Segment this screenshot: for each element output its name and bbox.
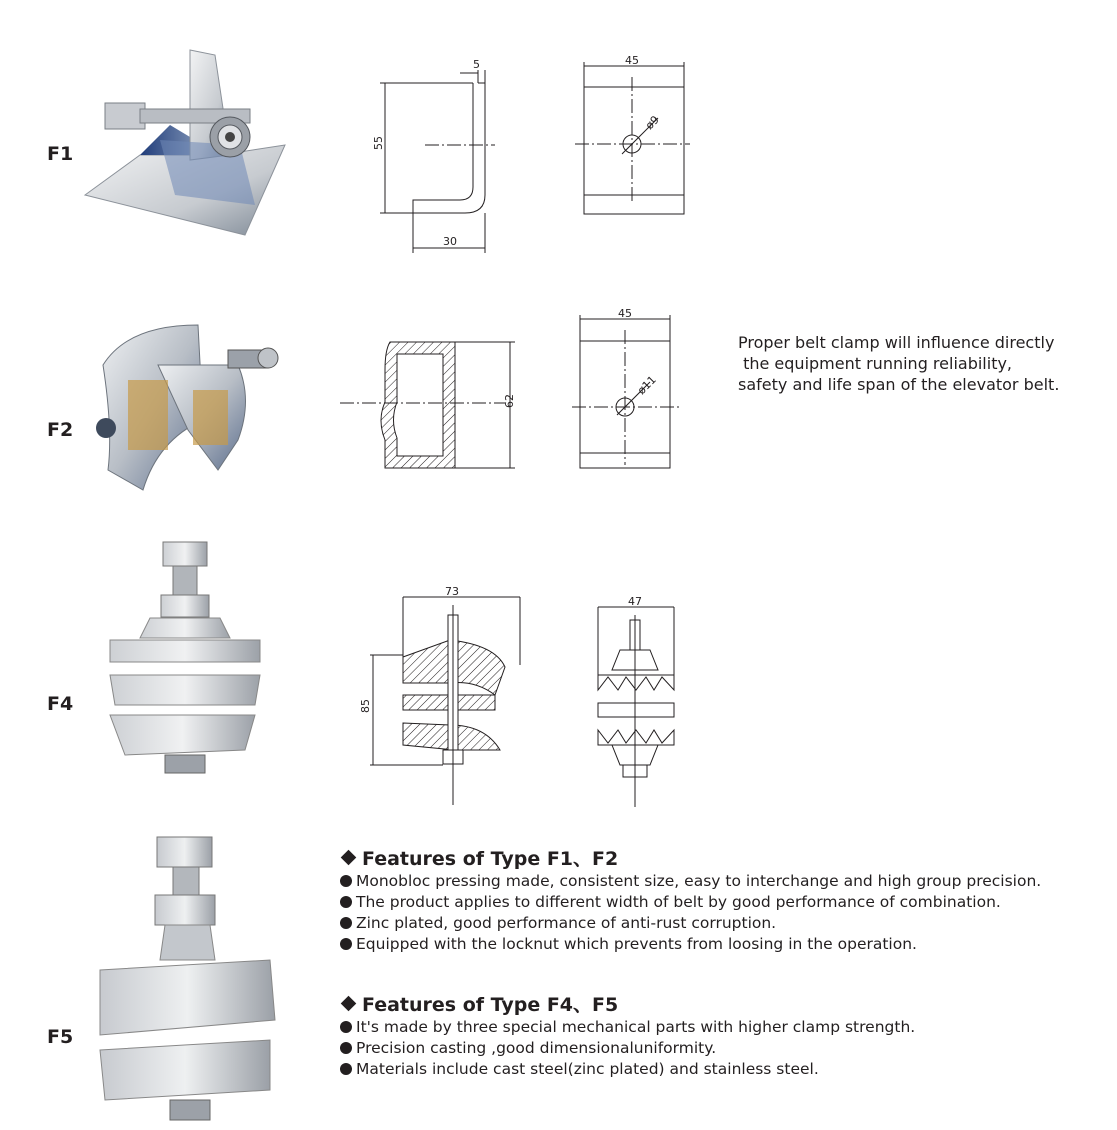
list-item xyxy=(340,892,1041,913)
dim-f4-width: 73 xyxy=(445,585,459,598)
label-f5: F5 xyxy=(47,1026,74,1048)
f1-front-drawing xyxy=(570,52,695,222)
features-f1-f2 xyxy=(340,844,1041,955)
bullet-icon xyxy=(340,896,352,908)
list-item xyxy=(340,913,1041,934)
f1-side-drawing xyxy=(365,55,500,265)
intro-line-1: Proper belt clamp will influence directly xyxy=(738,333,1055,352)
features-f1-f2-title-text: Features of Type F1、F2 xyxy=(362,848,619,870)
f1-clamp-photo xyxy=(80,45,290,245)
f5-clamp-photo xyxy=(95,835,280,1125)
f4-side-drawing xyxy=(355,585,525,810)
dim-f1-width: 30 xyxy=(443,235,457,248)
list-item xyxy=(340,1059,915,1080)
f2-front-drawing xyxy=(570,305,685,475)
dim-f1-height: 55 xyxy=(372,136,385,150)
features-f4-f5-title xyxy=(340,990,915,1017)
label-f4: F4 xyxy=(47,693,74,715)
f4-clamp-photo xyxy=(105,540,265,780)
list-item-text: Equipped with the locknut which prevents from loosing in the operation. xyxy=(356,935,917,953)
dim-f4-height: 85 xyxy=(359,699,372,713)
list-item-text: Zinc plated, good performance of anti-rust corruption. xyxy=(356,914,777,932)
list-item xyxy=(340,934,1041,955)
f4-front-drawing xyxy=(590,595,685,810)
list-item-text: The product applies to different width of belt by good performance of combination. xyxy=(356,893,1001,911)
list-item-text: It's made by three special mechanical parts with higher clamp strength. xyxy=(356,1018,916,1036)
features-f1-f2-title xyxy=(340,844,1041,871)
list-item xyxy=(340,871,1041,892)
f2-clamp-photo xyxy=(88,320,288,500)
diamond-icon xyxy=(341,850,357,866)
bullet-icon xyxy=(340,917,352,929)
dim-f4-front-width: 47 xyxy=(628,595,642,608)
features-f4-f5-title-text: Features of Type F4、F5 xyxy=(362,994,619,1016)
bullet-icon xyxy=(340,1063,352,1075)
diamond-icon xyxy=(341,996,357,1012)
features-f4-f5 xyxy=(340,990,915,1080)
dim-f2-height: 62 xyxy=(503,394,516,408)
bullet-icon xyxy=(340,1042,352,1054)
list-item-text: Monobloc pressing made, consistent size, easy to interchange and high group precision. xyxy=(356,872,1042,890)
list-item-text: Precision casting ,good dimensionaluniformity. xyxy=(356,1039,717,1057)
f2-side-drawing xyxy=(335,330,525,475)
dim-f1-thickness: 5 xyxy=(473,58,480,71)
bullet-icon xyxy=(340,938,352,950)
intro-line-2: the equipment running reliability, xyxy=(738,354,1013,373)
intro-text xyxy=(738,332,1059,395)
bullet-icon xyxy=(340,1021,352,1033)
dim-f1-hole: ø9 xyxy=(642,113,662,133)
dim-f2-hole: ø11 xyxy=(634,373,659,398)
dim-f2-front-width: 45 xyxy=(618,307,632,320)
dim-f1-front-width: 45 xyxy=(625,54,639,67)
list-item-text: Materials include cast steel(zinc plated) and stainless steel. xyxy=(356,1060,819,1078)
bullet-icon xyxy=(340,875,352,887)
label-f1: F1 xyxy=(47,143,74,165)
label-f2: F2 xyxy=(47,419,74,441)
list-item xyxy=(340,1038,915,1059)
list-item xyxy=(340,1017,915,1038)
intro-line-3: safety and life span of the elevator belt. xyxy=(738,375,1060,394)
